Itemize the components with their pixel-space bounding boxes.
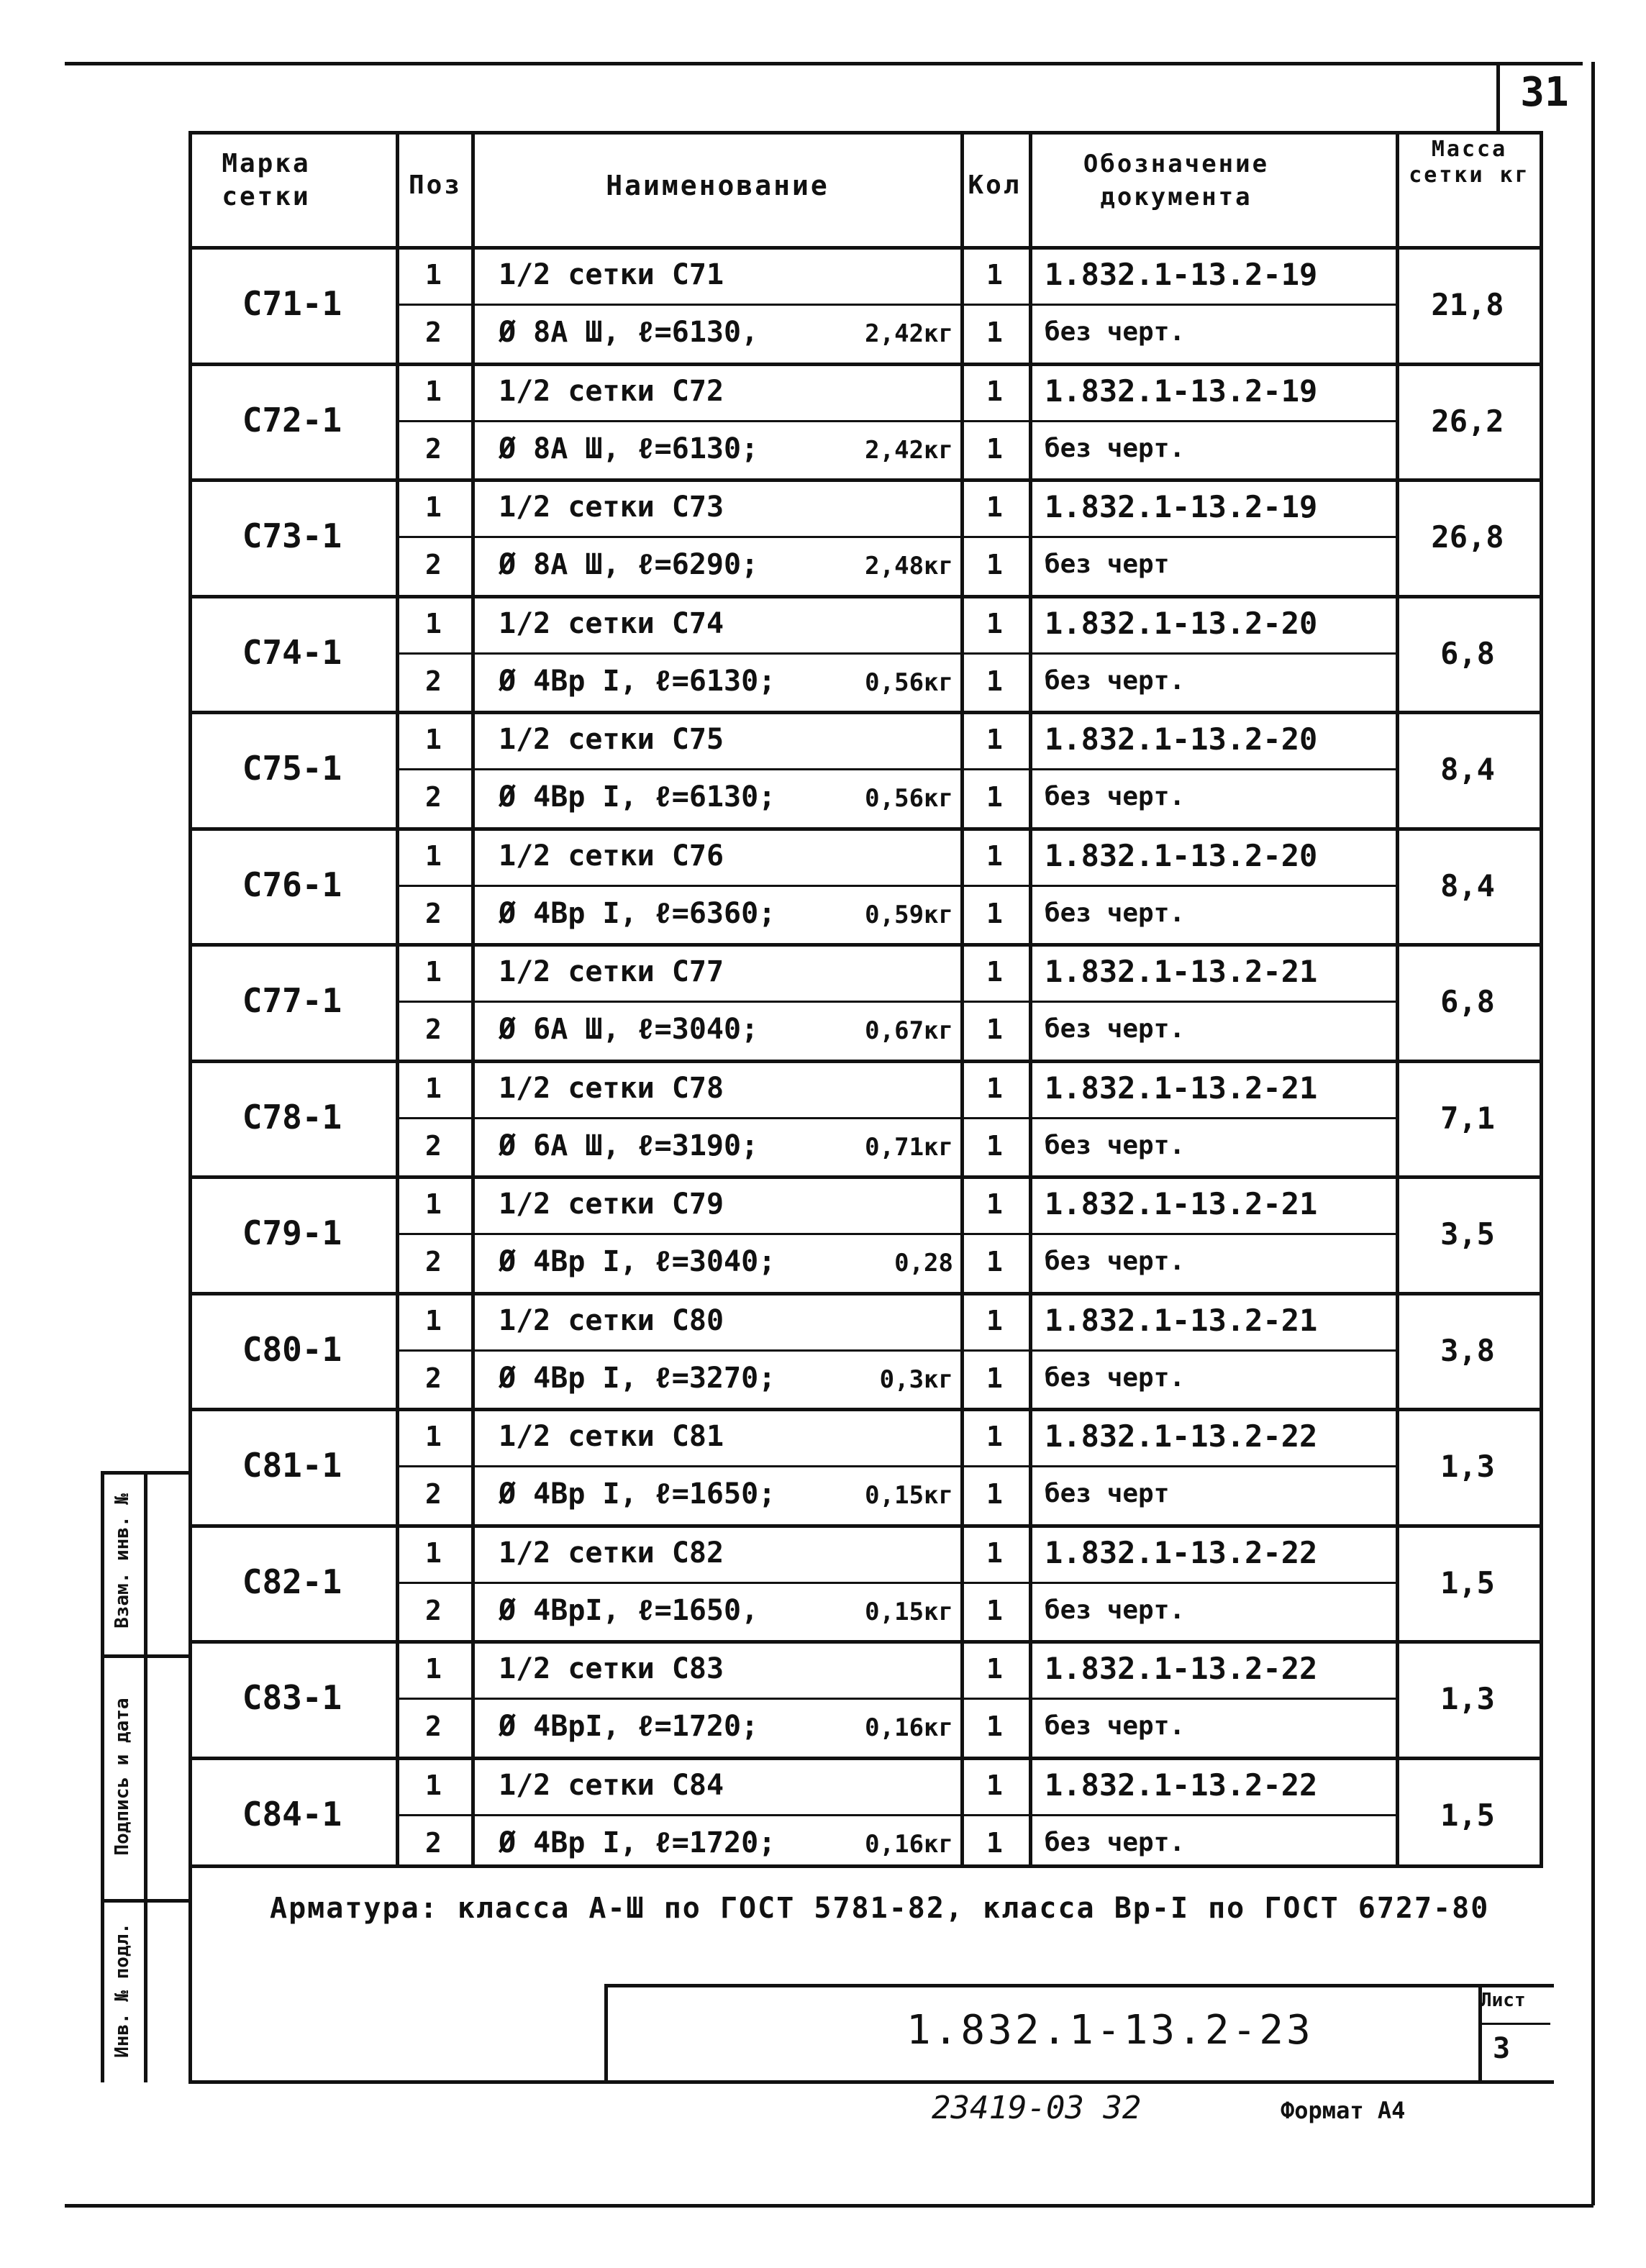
row-inner-line — [396, 1814, 1399, 1816]
item-name: Ø 4Вр I, ℓ=6360; — [499, 897, 776, 930]
row-group-line — [188, 827, 1543, 831]
item-qty: 1 — [986, 549, 1003, 580]
row-group-line — [188, 363, 1543, 366]
item-pos: 2 — [425, 1362, 442, 1394]
row-mark: С71-1 — [242, 284, 342, 323]
item-qty: 1 — [986, 1653, 1003, 1685]
item-qty: 1 — [986, 375, 1003, 407]
row-mark: С74-1 — [242, 633, 342, 672]
item-qty: 1 — [986, 433, 1003, 465]
item-pos: 1 — [425, 608, 442, 639]
row-mark: С75-1 — [242, 749, 342, 788]
stamp-orig-inv: Инв. № подл. — [112, 1923, 133, 2058]
item-qty: 1 — [986, 1711, 1003, 1742]
row-inner-line — [396, 1117, 1399, 1119]
row-mark: С81-1 — [242, 1446, 342, 1485]
item-name: 1/2 сетки С77 — [499, 955, 724, 988]
row-inner-line — [396, 1465, 1399, 1467]
item-qty: 1 — [986, 1537, 1003, 1569]
item-qty: 1 — [986, 1421, 1003, 1452]
stamp-replace-inv: Взам. инв. № — [112, 1493, 133, 1629]
row-mark: С76-1 — [242, 865, 342, 904]
item-qty: 1 — [986, 1362, 1003, 1394]
row-mass: 3,8 — [1440, 1333, 1495, 1368]
item-qty: 1 — [986, 1595, 1003, 1626]
row-group-line — [188, 1060, 1543, 1063]
row-mark: С77-1 — [242, 981, 342, 1020]
item-pos: 1 — [425, 491, 442, 523]
item-pos: 1 — [425, 375, 442, 407]
item-pos: 2 — [425, 1827, 442, 1859]
item-qty: 1 — [986, 665, 1003, 697]
item-pos: 2 — [425, 665, 442, 697]
reinforcement-note: Арматура: класса А-Ш по ГОСТ 5781-82, класса Вр-I по ГОСТ 6727-80 — [270, 1892, 1490, 1925]
item-name: 1/2 сетки С84 — [499, 1769, 724, 1802]
item-doc: без черт. — [1045, 666, 1186, 696]
row-mass: 26,8 — [1431, 519, 1504, 555]
item-pos: 1 — [425, 1653, 442, 1685]
item-extra: 0,67кг — [865, 1016, 953, 1045]
item-name: Ø 4ВрI, ℓ=1650, — [499, 1594, 759, 1627]
item-qty: 1 — [986, 781, 1003, 813]
title-block-left — [604, 1984, 608, 2082]
item-pos: 1 — [425, 724, 442, 755]
row-inner-line — [396, 1233, 1399, 1235]
item-pos: 2 — [425, 1478, 442, 1510]
row-group-line — [188, 246, 1543, 250]
item-doc: 1.832.1-13.2-20 — [1045, 838, 1318, 873]
sheet-label: Лист — [1481, 1990, 1526, 2011]
stamp-left-edge — [101, 1471, 104, 2082]
item-doc: без черт. — [1045, 1363, 1186, 1393]
item-doc: без черт. — [1045, 1247, 1186, 1276]
item-name: 1/2 сетки С83 — [499, 1652, 724, 1685]
item-doc: 1.832.1-13.2-19 — [1045, 373, 1318, 409]
row-mass: 8,4 — [1440, 752, 1495, 787]
item-name: Ø 8А Ш, ℓ=6130; — [499, 432, 759, 465]
item-qty: 1 — [986, 1188, 1003, 1220]
header-pos: Поз — [408, 170, 463, 200]
item-doc: 1.832.1-13.2-22 — [1045, 1535, 1318, 1570]
item-name: 1/2 сетки С76 — [499, 839, 724, 873]
item-doc: 1.832.1-13.2-19 — [1045, 489, 1318, 524]
row-mark: С72-1 — [242, 401, 342, 440]
item-qty: 1 — [986, 1072, 1003, 1104]
item-name: 1/2 сетки С82 — [499, 1536, 724, 1570]
item-qty: 1 — [986, 898, 1003, 929]
header-doc: Обозначение документа — [1083, 150, 1270, 211]
row-inner-line — [396, 420, 1399, 422]
item-doc: без черт. — [1045, 1711, 1186, 1741]
row-mark: С83-1 — [242, 1678, 342, 1717]
item-name: 1/2 сетки С71 — [499, 258, 724, 291]
handwritten-number: 23419-03 32 — [932, 2090, 1142, 2126]
item-doc: 1.832.1-13.2-21 — [1045, 1070, 1318, 1106]
row-inner-line — [396, 768, 1399, 770]
item-name: Ø 4ВрI, ℓ=1720; — [499, 1710, 759, 1743]
row-mass: 1,3 — [1440, 1449, 1495, 1484]
row-inner-line — [396, 885, 1399, 887]
row-mass: 6,8 — [1440, 984, 1495, 1019]
item-extra: 0,71кг — [865, 1133, 953, 1162]
stamp-divider — [144, 1471, 147, 2082]
item-pos: 2 — [425, 433, 442, 465]
item-doc: без черт — [1045, 550, 1170, 579]
row-mark: С80-1 — [242, 1330, 342, 1369]
item-doc: без черт. — [1045, 1014, 1186, 1044]
bottom-rule — [65, 2204, 1593, 2208]
item-pos: 2 — [425, 898, 442, 929]
item-doc: без черт. — [1045, 434, 1186, 463]
item-extra: 0,3кг — [879, 1365, 953, 1394]
item-qty: 1 — [986, 1827, 1003, 1859]
item-name: 1/2 сетки С75 — [499, 723, 724, 756]
item-name: Ø 6А Ш, ℓ=3040; — [499, 1013, 759, 1046]
item-doc: 1.832.1-13.2-20 — [1045, 721, 1318, 757]
row-mass: 1,5 — [1440, 1565, 1495, 1600]
row-mark: С73-1 — [242, 516, 342, 555]
item-pos: 1 — [425, 956, 442, 988]
col-line-pos — [471, 131, 475, 1864]
item-pos: 2 — [425, 1014, 442, 1045]
item-doc: 1.832.1-13.2-22 — [1045, 1651, 1318, 1686]
item-extra: 0,16кг — [865, 1713, 953, 1742]
item-pos: 1 — [425, 259, 442, 291]
row-group-line — [188, 1408, 1543, 1411]
col-line-qty — [1029, 131, 1032, 1864]
item-pos: 1 — [425, 1072, 442, 1104]
title-sheet-mid — [1478, 2023, 1550, 2025]
item-qty: 1 — [986, 724, 1003, 755]
header-mark: Марка сетки — [222, 149, 311, 211]
item-name: Ø 8А Ш, ℓ=6130, — [499, 316, 759, 349]
item-doc: без черт. — [1045, 317, 1186, 347]
row-group-line — [188, 478, 1543, 482]
item-qty: 1 — [986, 316, 1003, 348]
item-qty: 1 — [986, 1770, 1003, 1801]
row-inner-line — [396, 1582, 1399, 1584]
top-rule — [65, 62, 1583, 65]
row-inner-line — [396, 1001, 1399, 1003]
row-group-line — [188, 1175, 1543, 1179]
row-group-line — [188, 943, 1543, 947]
row-inner-line — [396, 652, 1399, 655]
item-pos: 2 — [425, 1246, 442, 1278]
row-group-line — [188, 1640, 1543, 1644]
item-extra: 0,28 — [894, 1249, 953, 1278]
item-name: 1/2 сетки С81 — [499, 1420, 724, 1453]
row-inner-line — [396, 536, 1399, 538]
row-mass: 8,4 — [1440, 868, 1495, 903]
item-doc: 1.832.1-13.2-21 — [1045, 954, 1318, 989]
item-qty: 1 — [986, 1014, 1003, 1045]
item-qty: 1 — [986, 1478, 1003, 1510]
item-qty: 1 — [986, 1130, 1003, 1162]
item-pos: 1 — [425, 1188, 442, 1220]
item-qty: 1 — [986, 1305, 1003, 1336]
item-extra: 0,56кг — [865, 784, 953, 813]
item-extra: 0,59кг — [865, 901, 953, 929]
item-qty: 1 — [986, 1246, 1003, 1278]
item-qty: 1 — [986, 608, 1003, 639]
item-name: Ø 4Вр I, ℓ=3040; — [499, 1245, 776, 1278]
header-name: Наименование — [606, 170, 829, 201]
item-doc: 1.832.1-13.2-19 — [1045, 257, 1318, 292]
title-block-bottom — [188, 2080, 1554, 2084]
row-mass: 6,8 — [1440, 636, 1495, 671]
item-name: Ø 4Вр I, ℓ=3270; — [499, 1362, 776, 1395]
item-doc: без черт. — [1045, 1131, 1186, 1160]
item-name: 1/2 сетки С80 — [499, 1304, 724, 1337]
item-doc: 1.832.1-13.2-22 — [1045, 1767, 1318, 1803]
item-pos: 1 — [425, 1305, 442, 1336]
item-pos: 2 — [425, 1711, 442, 1742]
row-mark: С78-1 — [242, 1098, 342, 1137]
row-mark: С79-1 — [242, 1213, 342, 1252]
item-extra: 0,15кг — [865, 1598, 953, 1626]
row-group-line — [188, 1757, 1543, 1760]
row-mark: С82-1 — [242, 1562, 342, 1601]
item-extra: 0,16кг — [865, 1830, 953, 1859]
sheet-number-box-left — [1496, 62, 1500, 131]
item-name: 1/2 сетки С73 — [499, 491, 724, 524]
item-name: Ø 4Вр I, ℓ=1650; — [499, 1477, 776, 1511]
row-mass: 7,1 — [1440, 1101, 1495, 1136]
item-pos: 2 — [425, 1130, 442, 1162]
item-name: 1/2 сетки С79 — [499, 1188, 724, 1221]
item-name: Ø 4Вр I, ℓ=6130; — [499, 780, 776, 814]
item-pos: 2 — [425, 316, 442, 348]
row-mark: С84-1 — [242, 1795, 342, 1834]
header-qty: Кол — [968, 170, 1022, 200]
stamp-signature-date: Подпись и дата — [112, 1698, 133, 1856]
row-inner-line — [396, 1698, 1399, 1700]
row-mass: 1,3 — [1440, 1681, 1495, 1716]
item-name: 1/2 сетки С78 — [499, 1072, 724, 1105]
header-mass: Масса сетки кг — [1409, 137, 1530, 188]
item-doc: 1.832.1-13.2-21 — [1045, 1186, 1318, 1221]
row-group-line — [188, 711, 1543, 714]
item-doc: 1.832.1-13.2-22 — [1045, 1418, 1318, 1454]
item-extra: 0,56кг — [865, 668, 953, 697]
row-group-line — [188, 1292, 1543, 1295]
item-doc: без черт. — [1045, 1595, 1186, 1625]
item-extra: 0,15кг — [865, 1481, 953, 1510]
title-block-top — [604, 1984, 1554, 1987]
row-inner-line — [396, 304, 1399, 306]
item-qty: 1 — [986, 491, 1003, 523]
row-mass: 1,5 — [1440, 1798, 1495, 1833]
item-extra: 2,42кг — [865, 436, 953, 465]
sheet-number: 31 — [1520, 69, 1569, 116]
row-group-line — [188, 595, 1543, 598]
item-name: 1/2 сетки С74 — [499, 607, 724, 640]
row-mass: 21,8 — [1431, 287, 1504, 322]
item-extra: 2,42кг — [865, 319, 953, 348]
item-pos: 2 — [425, 549, 442, 580]
format-label: Формат А4 — [1281, 2097, 1406, 2124]
row-group-line — [188, 1524, 1543, 1528]
row-mass: 26,2 — [1431, 404, 1504, 439]
item-name: Ø 6А Ш, ℓ=3190; — [499, 1129, 759, 1162]
item-pos: 1 — [425, 1537, 442, 1569]
item-pos: 1 — [425, 1421, 442, 1452]
item-pos: 2 — [425, 1595, 442, 1626]
item-doc: без черт. — [1045, 898, 1186, 928]
item-doc: без черт — [1045, 1479, 1170, 1508]
row-inner-line — [396, 1349, 1399, 1352]
item-doc: без черт. — [1045, 1828, 1186, 1857]
row-mass: 3,5 — [1440, 1216, 1495, 1252]
header-top — [188, 131, 1543, 135]
item-qty: 1 — [986, 956, 1003, 988]
item-doc: без черт. — [1045, 782, 1186, 811]
item-name: Ø 4Вр I, ℓ=6130; — [499, 665, 776, 698]
item-name: Ø 4Вр I, ℓ=1720; — [499, 1826, 776, 1859]
item-doc: 1.832.1-13.2-20 — [1045, 606, 1318, 641]
col-line-mass — [1540, 131, 1543, 1864]
item-doc: 1.832.1-13.2-21 — [1045, 1303, 1318, 1338]
sheet-no: 3 — [1493, 2032, 1511, 2065]
item-extra: 2,48кг — [865, 552, 953, 580]
item-qty: 1 — [986, 259, 1003, 291]
item-qty: 1 — [986, 840, 1003, 872]
item-pos: 2 — [425, 781, 442, 813]
item-pos: 1 — [425, 840, 442, 872]
document-code: 1.832.1-13.2-23 — [906, 2007, 1314, 2054]
right-frame — [1591, 62, 1595, 2205]
item-pos: 1 — [425, 1770, 442, 1801]
item-name: 1/2 сетки С72 — [499, 375, 724, 408]
item-name: Ø 8А Ш, ℓ=6290; — [499, 548, 759, 581]
